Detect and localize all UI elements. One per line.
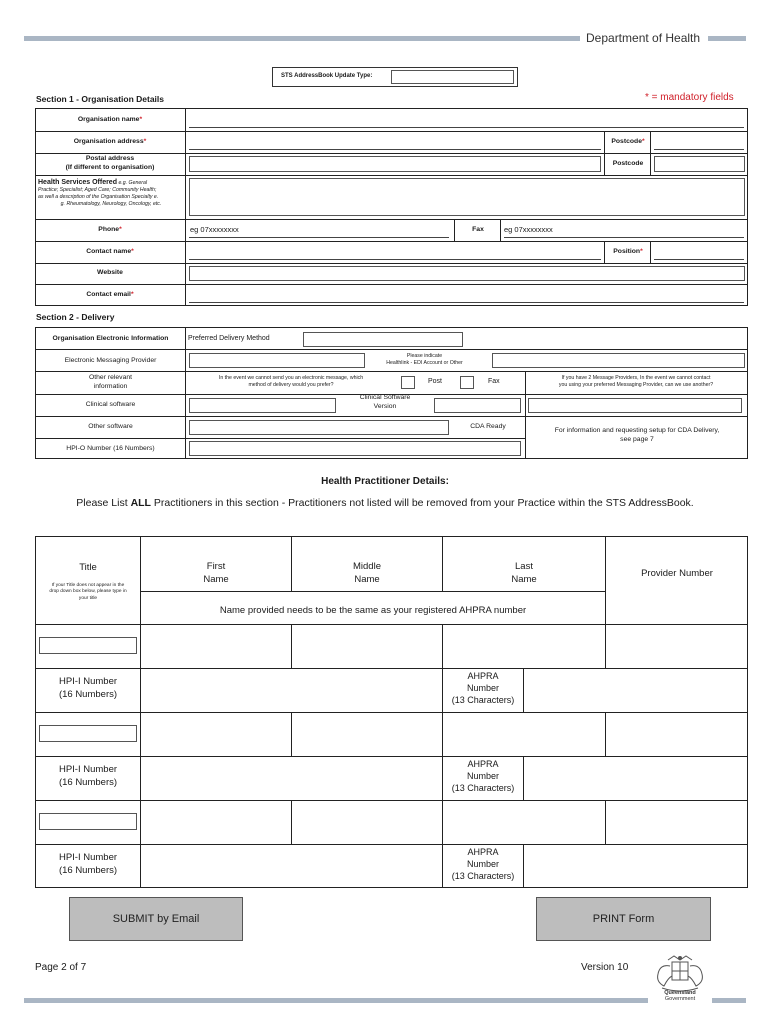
postcode-label: Postcode* — [611, 138, 645, 145]
preferred-delivery-select[interactable] — [303, 332, 463, 347]
update-type-label: STS AddressBook Update Type: — [281, 73, 373, 79]
clinical-software-input[interactable] — [189, 398, 336, 413]
department-title: Department of Health — [586, 31, 701, 45]
contact-name-input[interactable] — [189, 259, 601, 260]
pt-row-line — [35, 624, 748, 625]
update-type-select[interactable] — [391, 70, 514, 84]
s2-row-line — [35, 438, 525, 439]
health-services-input[interactable] — [189, 178, 745, 216]
pt-row-line — [35, 712, 748, 713]
phone-placeholder: eg 07xxxxxxxx — [190, 225, 239, 234]
position-divider — [604, 241, 605, 263]
update-type-box — [272, 67, 518, 87]
website-input[interactable] — [189, 266, 745, 281]
print-form-button[interactable]: PRINT Form — [536, 897, 711, 941]
s1-row-line — [35, 284, 748, 285]
please-indicate-label: Please indicate Healthlink - EDI Account or Other — [386, 353, 463, 366]
health-services-label: Health Services Offered e.g. General Practice; Specialist; Aged Care; Community Health; as well a description of the Organisation Specialty e. g. Rheumatology, Neurology, Oncology, etc. — [38, 179, 162, 207]
fax-label: Fax — [472, 226, 484, 233]
postcode-input[interactable] — [654, 149, 744, 150]
header-bar-left — [24, 36, 580, 41]
practitioner1-hpii-label: HPI-I Number (16 Numbers) — [58, 676, 118, 700]
clinical-software-label: Clinical software — [85, 401, 136, 408]
col-middle-name-label: Middle Name — [353, 561, 381, 585]
phone-label: Phone* — [98, 226, 122, 233]
pt-col-line — [291, 800, 292, 844]
postal-address-label: Postal address (If different to organisation) — [65, 155, 155, 171]
section1-title: Section 1 - Organisation Details — [36, 94, 165, 104]
other-software-label: Other software — [88, 423, 133, 430]
name-note: Name provided needs to be the same as your registered AHPRA number — [219, 605, 527, 616]
fax-input[interactable] — [504, 237, 744, 238]
other-relevant-label: Other relevant information — [88, 374, 133, 390]
org-electronic-label: Organisation Electronic Information — [52, 335, 169, 342]
cda-info-label: For information and requesting setup for CDA Delivery, see page 7 — [554, 427, 720, 443]
s1-divider — [185, 108, 186, 306]
fax-divider — [500, 219, 501, 241]
pt-row-line — [35, 800, 748, 801]
practitioner2-hpii-label: HPI-I Number (16 Numbers) — [58, 764, 118, 788]
submit-email-button[interactable]: SUBMIT by Email — [69, 897, 243, 941]
header-bar-right — [708, 36, 746, 41]
pt-col-line — [291, 624, 292, 668]
cda-ready-label: CDA Ready — [470, 423, 506, 430]
pt-col-line — [605, 712, 606, 756]
s2-row-line — [35, 416, 748, 417]
phone-input[interactable] — [189, 237, 449, 238]
postcode2-label: Postcode — [612, 160, 644, 167]
s1-row-line — [35, 219, 748, 220]
col-provider-label: Provider Number — [641, 568, 713, 579]
please-indicate-input[interactable] — [492, 353, 745, 368]
practitioner3-hpii-label: HPI-I Number (16 Numbers) — [58, 852, 118, 876]
postcode-divider — [650, 131, 651, 175]
s2-row-line — [35, 371, 748, 372]
col-last-name-label: Last Name — [511, 561, 537, 585]
s1-row-line — [35, 263, 748, 264]
contact-name-label: Contact name* — [86, 248, 134, 255]
org-address-label: Organisation address* — [73, 138, 147, 145]
emp-input[interactable] — [189, 353, 365, 368]
footer-bar-right — [712, 998, 746, 1003]
preferred-delivery-label: Preferred Delivery Method — [188, 335, 270, 342]
website-label: Website — [97, 269, 123, 276]
practitioners-title: Health Practitioner Details: — [321, 476, 449, 487]
s1-row-line — [35, 131, 748, 132]
hpio-label: HPI-O Number (16 Numbers) — [66, 445, 155, 452]
fax-delivery-label: Fax — [488, 378, 500, 385]
s1-row-line — [35, 153, 748, 154]
contact-email-label: Contact email* — [86, 291, 134, 298]
org-name-input[interactable] — [189, 127, 744, 128]
page-number: Page 2 of 7 — [35, 962, 87, 973]
hpio-input[interactable] — [189, 441, 521, 456]
practitioner3-title-select[interactable] — [39, 813, 137, 830]
practitioner1-ahpra-label: AHPRA Number (13 Characters) — [451, 671, 515, 706]
other-software-input[interactable] — [189, 420, 449, 435]
practitioner2-ahpra-label: AHPRA Number (13 Characters) — [451, 759, 515, 794]
pt-row-line — [35, 668, 748, 669]
s2-divider — [185, 327, 186, 459]
position-label: Position* — [613, 248, 643, 255]
postcode-divider — [604, 131, 605, 175]
queensland-government-logo-text: Queensland Government — [664, 990, 696, 1003]
pt-row-line — [35, 844, 748, 845]
footer-bar-left — [24, 998, 648, 1003]
col-title-hint: If your Title does not appear in the drop down box below, please type in your title — [49, 583, 127, 601]
pt-col-line — [291, 712, 292, 756]
position-input[interactable] — [654, 259, 744, 260]
position-divider — [650, 241, 651, 263]
fax-placeholder: eg 07xxxxxxxx — [504, 225, 553, 234]
s1-row-line — [35, 175, 748, 176]
emp-label: Electronic Messaging Provider — [64, 357, 157, 364]
post-label: Post — [428, 378, 443, 385]
version-label: Version 10 — [581, 962, 629, 973]
fax-checkbox[interactable] — [460, 376, 474, 389]
pt-row-line — [140, 591, 605, 592]
practitioner3-ahpra-label: AHPRA Number (13 Characters) — [451, 847, 515, 882]
postal-address-input[interactable] — [189, 156, 601, 172]
pt-col-line — [523, 844, 524, 888]
contact-email-input[interactable] — [189, 302, 744, 303]
s2-row-line — [35, 349, 748, 350]
s1-row-line — [35, 241, 748, 242]
section2-title: Section 2 - Delivery — [36, 312, 115, 322]
practitioner1-title-select[interactable] — [39, 637, 137, 654]
practitioners-instruction: Please List ALL Practitioners in this section - Practitioners not listed will be removed from your Practice within the STS AddressBook. — [76, 497, 694, 509]
postcode2-input[interactable] — [654, 156, 745, 172]
col-title-label: Title — [79, 562, 97, 573]
col-first-name-label: First Name — [203, 561, 229, 585]
practitioner2-title-select[interactable] — [39, 725, 137, 742]
org-name-label: Organisation name* — [77, 116, 143, 123]
pt-col-line — [605, 800, 606, 844]
org-address-input[interactable] — [189, 149, 601, 150]
pt-col-line — [523, 756, 524, 800]
two-providers-label: If you have 2 Message Providers, In the event we cannot contact you using your preferred Messaging Provider, can we use another? — [558, 375, 714, 388]
clinical-version-input[interactable] — [434, 398, 521, 413]
post-checkbox[interactable] — [401, 376, 415, 389]
second-provider-input[interactable] — [528, 398, 742, 413]
cannot-send-label: In the event we cannot send you an electronic message, which method of delivery would you prefer? — [218, 375, 364, 388]
pt-row-line — [35, 756, 748, 757]
mandatory-note: * = mandatory fields — [645, 92, 734, 103]
pt-col-line — [523, 668, 524, 712]
pt-col-line — [605, 624, 606, 668]
clinical-version-label: Clinical Software Version — [359, 394, 411, 410]
fax-divider — [454, 219, 455, 241]
